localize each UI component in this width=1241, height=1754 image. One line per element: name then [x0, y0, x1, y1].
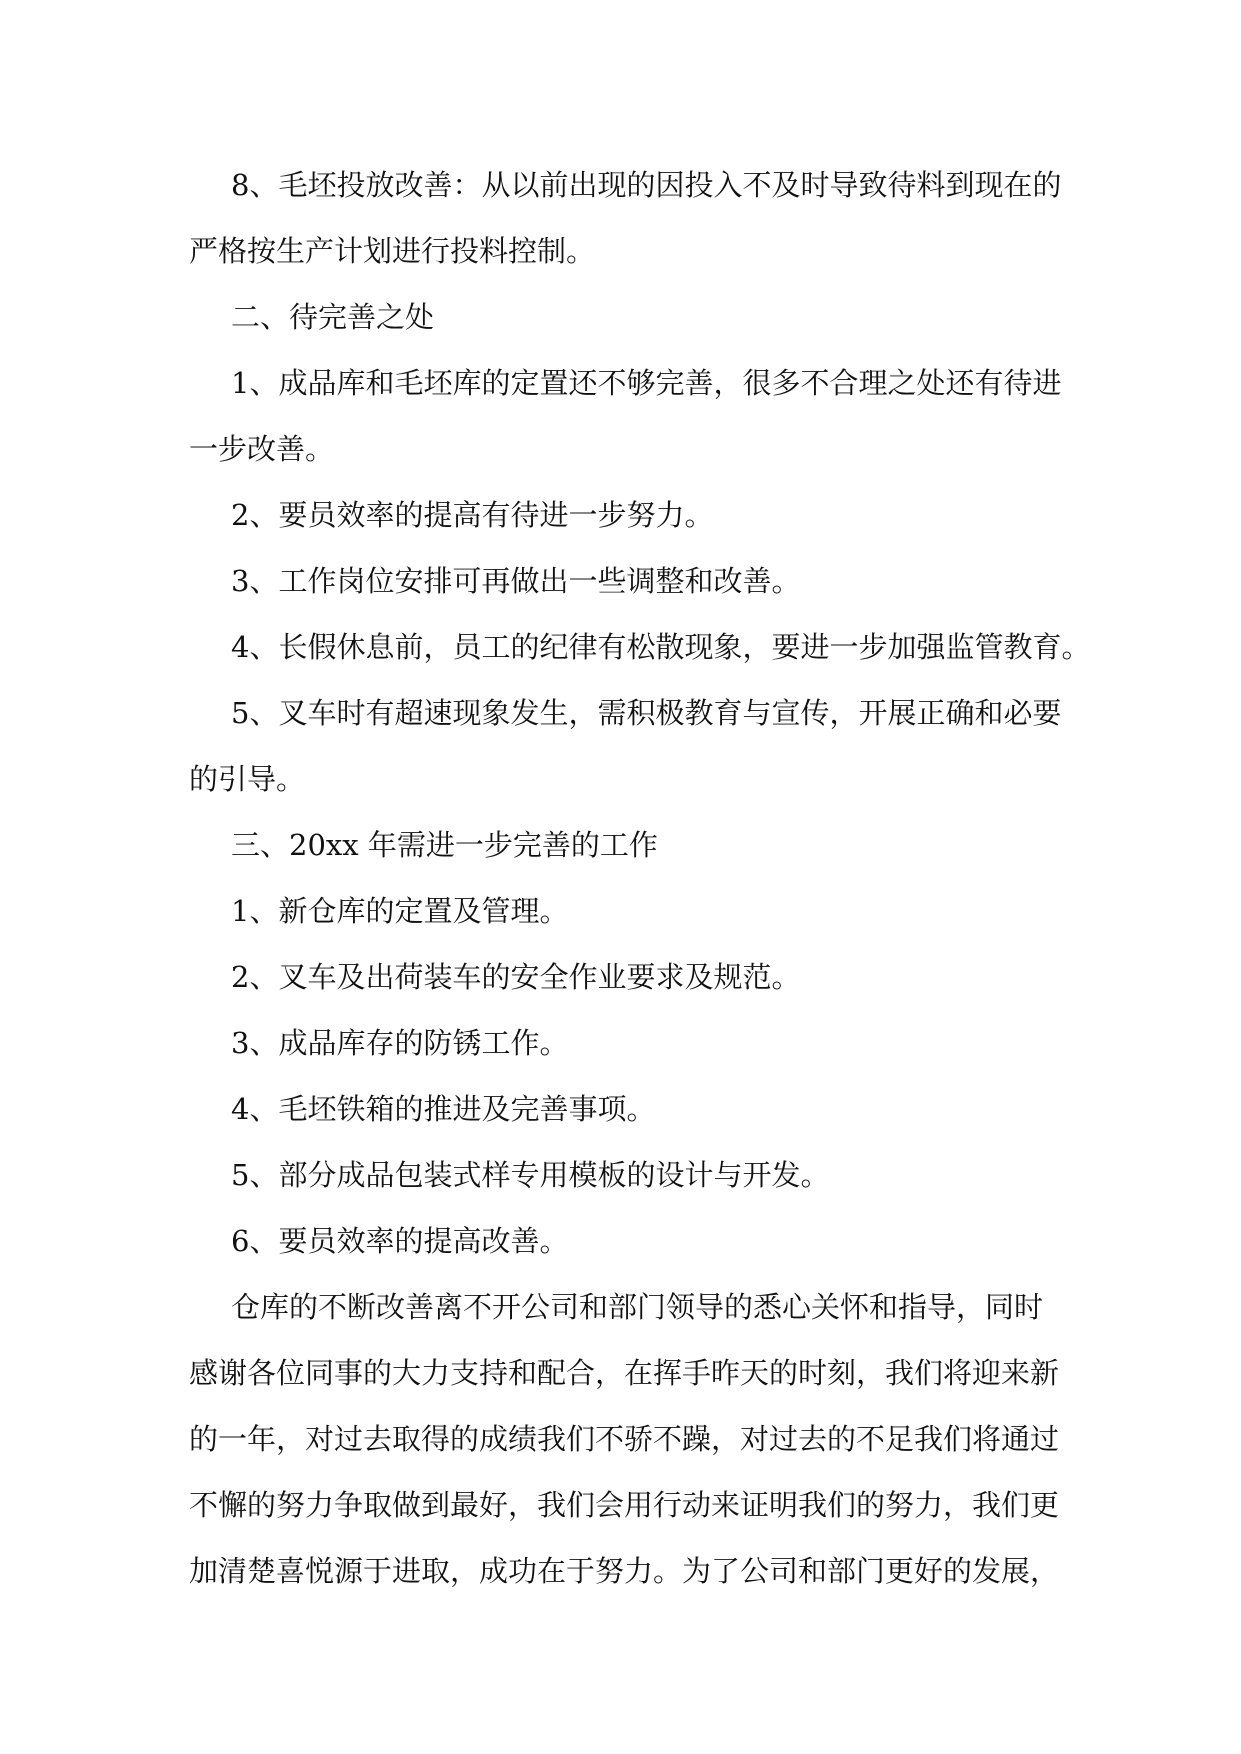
text-line: 一步改善。 — [189, 432, 335, 466]
text-line: 2、要员效率的提高有待进一步努力。 — [231, 498, 714, 532]
text-line: 的引导。 — [189, 762, 306, 796]
text-line: 1、成品库和毛坯库的定置还不够完善，很多不合理之处还有待进 — [231, 366, 1062, 400]
text-line: 的一年，对过去取得的成绩我们不骄不躁，对过去的不足我们将通过 — [189, 1422, 1060, 1456]
text-line: 仓库的不断改善离不开公司和部门领导的悉心关怀和指导，同时 — [231, 1290, 1044, 1324]
paragraph-item — [189, 1076, 1069, 1142]
text-line: 4、毛坯铁箱的推进及完善事项。 — [231, 1092, 656, 1126]
section-heading-improvements-needed — [189, 284, 1069, 350]
paragraph-item — [189, 680, 1069, 812]
section-heading: 二、待完善之处 — [231, 300, 435, 334]
document-body — [189, 152, 1091, 1604]
text-line: 2、叉车及出荷装车的安全作业要求及规范。 — [231, 960, 801, 994]
paragraph-blank-feeding — [189, 152, 1069, 284]
text-line: 3、成品库存的防锈工作。 — [231, 1026, 569, 1060]
text-line: 8、毛坯投放改善：从以前出现的因投入不及时导致待料到现在的 — [231, 168, 1062, 202]
paragraph-item — [189, 614, 1091, 680]
paragraph-item — [189, 944, 1069, 1010]
text-line: 3、工作岗位安排可再做出一些调整和改善。 — [231, 564, 801, 598]
text-line: 5、部分成品包装式样专用模板的设计与开发。 — [231, 1158, 830, 1192]
text-line: 6、要员效率的提高改善。 — [231, 1224, 569, 1258]
section-heading-next-year-work — [189, 812, 1069, 878]
text-line: 加清楚喜悦源于进取，成功在于努力。为了公司和部门更好的发展， — [189, 1554, 1060, 1588]
text-line: 感谢各位同事的大力支持和配合，在挥手昨天的时刻，我们将迎来新 — [189, 1356, 1060, 1390]
text-line: 4、长假休息前，员工的纪律有松散现象，要进一步加强监管教育。 — [231, 630, 1091, 664]
paragraph-closing — [189, 1274, 1069, 1604]
section-heading: 三、20xx 年需进一步完善的工作 — [231, 828, 658, 862]
paragraph-item — [189, 482, 1069, 548]
text-line: 不懈的努力争取做到最好，我们会用行动来证明我们的努力，我们更 — [189, 1488, 1060, 1522]
text-line: 严格按生产计划进行投料控制。 — [189, 234, 596, 268]
paragraph-item — [189, 350, 1069, 482]
text-line: 5、叉车时有超速现象发生，需积极教育与宣传，开展正确和必要 — [231, 696, 1062, 730]
paragraph-item — [189, 1208, 1069, 1274]
paragraph-item — [189, 1010, 1069, 1076]
paragraph-item — [189, 1142, 1069, 1208]
text-line: 1、新仓库的定置及管理。 — [231, 894, 569, 928]
paragraph-item — [189, 878, 1069, 944]
paragraph-item — [189, 548, 1069, 614]
